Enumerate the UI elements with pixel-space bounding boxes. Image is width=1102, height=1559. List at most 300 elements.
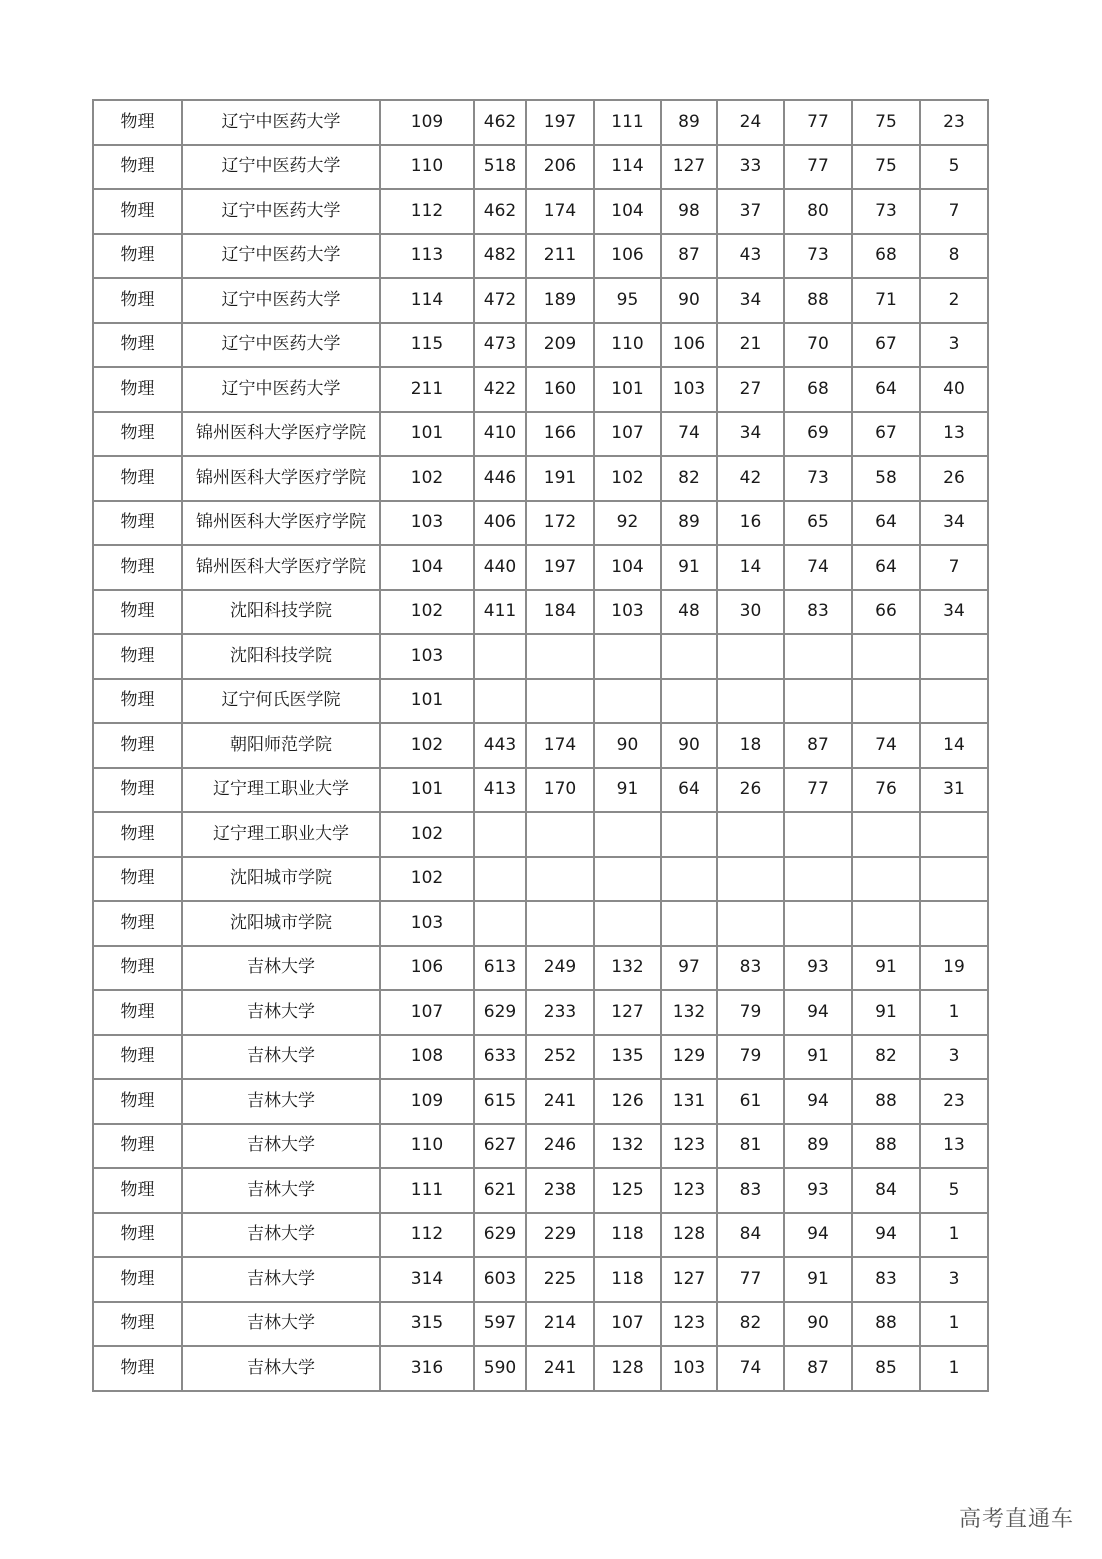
score-cell-3: 114 [594, 145, 661, 190]
score-cell-5: 33 [717, 145, 784, 190]
score-cell-7: 75 [852, 100, 920, 145]
score-cell-7: 94 [852, 1213, 920, 1258]
score-cell-4: 106 [661, 323, 717, 368]
group-code-cell: 112 [380, 189, 474, 234]
score-cell-2: 241 [526, 1346, 594, 1391]
table-row [93, 723, 988, 768]
table-row [93, 1257, 988, 1302]
school-cell: 辽宁中医药大学 [182, 189, 380, 234]
score-cell-3: 92 [594, 501, 661, 546]
score-cell-4 [661, 812, 717, 857]
score-cell-2 [526, 812, 594, 857]
score-cell-4 [661, 634, 717, 679]
table-row [93, 145, 988, 190]
school-cell: 辽宁中医药大学 [182, 145, 380, 190]
score-cell-3: 128 [594, 1346, 661, 1391]
group-code-cell: 111 [380, 1168, 474, 1213]
score-cell-6: 94 [784, 990, 852, 1035]
score-cell-7: 68 [852, 234, 920, 279]
score-cell-3: 118 [594, 1213, 661, 1258]
group-code-cell: 110 [380, 145, 474, 190]
score-cell-2: 209 [526, 323, 594, 368]
subject-cell: 物理 [93, 901, 182, 946]
score-cell-7 [852, 901, 920, 946]
score-cell-2: 174 [526, 189, 594, 234]
score-cell-7: 64 [852, 501, 920, 546]
subject-cell: 物理 [93, 990, 182, 1035]
score-cell-1: 406 [474, 501, 526, 546]
score-cell-8: 1 [920, 1302, 988, 1347]
group-code-cell: 104 [380, 545, 474, 590]
table-row [93, 545, 988, 590]
score-cell-1: 613 [474, 946, 526, 991]
score-cell-7: 71 [852, 278, 920, 323]
group-code-cell: 109 [380, 100, 474, 145]
subject-cell: 物理 [93, 768, 182, 813]
score-cell-5: 79 [717, 990, 784, 1035]
school-cell: 吉林大学 [182, 1346, 380, 1391]
score-cell-7: 88 [852, 1124, 920, 1169]
school-cell: 辽宁理工职业大学 [182, 768, 380, 813]
score-cell-5: 24 [717, 100, 784, 145]
score-cell-1 [474, 812, 526, 857]
score-cell-5: 18 [717, 723, 784, 768]
score-cell-7: 82 [852, 1035, 920, 1080]
score-cell-7: 84 [852, 1168, 920, 1213]
score-cell-1: 473 [474, 323, 526, 368]
table-row [93, 456, 988, 501]
score-cell-7 [852, 679, 920, 724]
table-body [93, 100, 988, 1391]
score-cell-2: 229 [526, 1213, 594, 1258]
score-cell-2: 246 [526, 1124, 594, 1169]
subject-cell: 物理 [93, 679, 182, 724]
group-code-cell: 102 [380, 590, 474, 635]
score-cell-3: 127 [594, 990, 661, 1035]
score-cell-1: 629 [474, 990, 526, 1035]
group-code-cell: 113 [380, 234, 474, 279]
table-row [93, 323, 988, 368]
score-cell-8: 8 [920, 234, 988, 279]
score-cell-6: 65 [784, 501, 852, 546]
score-cell-6 [784, 812, 852, 857]
school-cell: 吉林大学 [182, 990, 380, 1035]
table-row [93, 1124, 988, 1169]
score-cell-2: 241 [526, 1079, 594, 1124]
score-cell-8: 3 [920, 1035, 988, 1080]
school-cell: 沈阳科技学院 [182, 590, 380, 635]
school-cell: 辽宁中医药大学 [182, 278, 380, 323]
score-cell-2: 166 [526, 412, 594, 457]
table-row [93, 412, 988, 457]
score-cell-3: 95 [594, 278, 661, 323]
score-cell-1: 597 [474, 1302, 526, 1347]
score-cell-1: 422 [474, 367, 526, 412]
group-code-cell: 103 [380, 901, 474, 946]
score-cell-4: 48 [661, 590, 717, 635]
score-cell-2: 197 [526, 100, 594, 145]
score-cell-1: 413 [474, 768, 526, 813]
group-code-cell: 315 [380, 1302, 474, 1347]
score-cell-3: 101 [594, 367, 661, 412]
score-cell-1 [474, 857, 526, 902]
score-cell-4: 87 [661, 234, 717, 279]
score-cell-4: 90 [661, 278, 717, 323]
score-cell-3: 91 [594, 768, 661, 813]
score-cell-6: 93 [784, 946, 852, 991]
table-row [93, 634, 988, 679]
subject-cell: 物理 [93, 1257, 182, 1302]
group-code-cell: 103 [380, 634, 474, 679]
score-cell-1: 411 [474, 590, 526, 635]
score-cell-5 [717, 679, 784, 724]
school-cell: 锦州医科大学医疗学院 [182, 456, 380, 501]
school-cell: 沈阳城市学院 [182, 857, 380, 902]
score-cell-7: 91 [852, 946, 920, 991]
school-cell: 沈阳科技学院 [182, 634, 380, 679]
score-cell-5: 34 [717, 412, 784, 457]
score-cell-7 [852, 857, 920, 902]
score-cell-1: 633 [474, 1035, 526, 1080]
score-cell-2 [526, 857, 594, 902]
score-cell-3: 104 [594, 545, 661, 590]
score-cell-5: 81 [717, 1124, 784, 1169]
score-cell-3 [594, 679, 661, 724]
table-row [93, 857, 988, 902]
score-cell-7: 74 [852, 723, 920, 768]
subject-cell: 物理 [93, 145, 182, 190]
score-cell-8: 7 [920, 189, 988, 234]
score-cell-1: 621 [474, 1168, 526, 1213]
score-cell-7: 88 [852, 1302, 920, 1347]
score-cell-5: 42 [717, 456, 784, 501]
score-cell-6: 73 [784, 234, 852, 279]
score-cell-2: 206 [526, 145, 594, 190]
score-cell-6: 80 [784, 189, 852, 234]
score-cell-1: 410 [474, 412, 526, 457]
subject-cell: 物理 [93, 1035, 182, 1080]
school-cell: 辽宁中医药大学 [182, 367, 380, 412]
score-cell-1: 615 [474, 1079, 526, 1124]
table-row [93, 501, 988, 546]
score-cell-5: 30 [717, 590, 784, 635]
score-cell-5: 43 [717, 234, 784, 279]
score-cell-8: 3 [920, 323, 988, 368]
watermark-text: 高考直通车 [958, 1507, 1074, 1532]
score-cell-6: 91 [784, 1035, 852, 1080]
subject-cell: 物理 [93, 367, 182, 412]
score-cell-7: 58 [852, 456, 920, 501]
score-cell-1: 482 [474, 234, 526, 279]
score-cell-4: 123 [661, 1124, 717, 1169]
score-cell-5: 83 [717, 946, 784, 991]
score-cell-3: 111 [594, 100, 661, 145]
score-cell-3 [594, 634, 661, 679]
score-cell-6: 69 [784, 412, 852, 457]
score-cell-7: 75 [852, 145, 920, 190]
group-code-cell: 101 [380, 679, 474, 724]
table-row [93, 990, 988, 1035]
score-cell-8: 5 [920, 145, 988, 190]
score-cell-1: 446 [474, 456, 526, 501]
table-row [93, 234, 988, 279]
score-cell-5: 26 [717, 768, 784, 813]
score-cell-1: 443 [474, 723, 526, 768]
score-cell-5: 16 [717, 501, 784, 546]
table-row [93, 1079, 988, 1124]
score-cell-4: 129 [661, 1035, 717, 1080]
score-cell-7: 85 [852, 1346, 920, 1391]
score-cell-8: 14 [920, 723, 988, 768]
score-cell-6: 94 [784, 1213, 852, 1258]
score-cell-8: 34 [920, 501, 988, 546]
score-cell-5 [717, 634, 784, 679]
score-cell-6 [784, 679, 852, 724]
group-code-cell: 102 [380, 456, 474, 501]
score-cell-8: 1 [920, 1213, 988, 1258]
score-cell-6: 77 [784, 100, 852, 145]
score-cell-4: 91 [661, 545, 717, 590]
score-cell-7: 66 [852, 590, 920, 635]
score-cell-1 [474, 634, 526, 679]
score-cell-4: 103 [661, 367, 717, 412]
score-cell-8 [920, 634, 988, 679]
score-cell-8: 3 [920, 1257, 988, 1302]
score-cell-6: 83 [784, 590, 852, 635]
school-cell: 吉林大学 [182, 1168, 380, 1213]
score-cell-6: 87 [784, 1346, 852, 1391]
table-row [93, 278, 988, 323]
subject-cell: 物理 [93, 1346, 182, 1391]
score-cell-3: 110 [594, 323, 661, 368]
score-cell-2: 174 [526, 723, 594, 768]
score-cell-5 [717, 901, 784, 946]
score-cell-2: 249 [526, 946, 594, 991]
score-cell-3 [594, 901, 661, 946]
subject-cell: 物理 [93, 278, 182, 323]
score-cell-6 [784, 901, 852, 946]
school-cell: 锦州医科大学医疗学院 [182, 501, 380, 546]
table-row [93, 1168, 988, 1213]
table-row [93, 189, 988, 234]
score-cell-3: 132 [594, 1124, 661, 1169]
school-cell: 吉林大学 [182, 1079, 380, 1124]
score-cell-5: 14 [717, 545, 784, 590]
score-cell-5: 82 [717, 1302, 784, 1347]
subject-cell: 物理 [93, 946, 182, 991]
group-code-cell: 109 [380, 1079, 474, 1124]
score-cell-3: 102 [594, 456, 661, 501]
score-cell-6: 68 [784, 367, 852, 412]
subject-cell: 物理 [93, 1213, 182, 1258]
score-cell-1: 590 [474, 1346, 526, 1391]
score-cell-3: 104 [594, 189, 661, 234]
school-cell: 辽宁理工职业大学 [182, 812, 380, 857]
score-cell-7: 67 [852, 412, 920, 457]
score-cell-7: 83 [852, 1257, 920, 1302]
score-cell-5: 37 [717, 189, 784, 234]
score-cell-8: 40 [920, 367, 988, 412]
score-cell-5: 21 [717, 323, 784, 368]
score-cell-4: 82 [661, 456, 717, 501]
score-cell-6 [784, 634, 852, 679]
subject-cell: 物理 [93, 501, 182, 546]
score-cell-2: 170 [526, 768, 594, 813]
score-cell-4: 128 [661, 1213, 717, 1258]
score-cell-1 [474, 679, 526, 724]
score-cell-3: 125 [594, 1168, 661, 1213]
score-cell-4: 98 [661, 189, 717, 234]
score-cell-4: 123 [661, 1302, 717, 1347]
score-cell-6: 91 [784, 1257, 852, 1302]
score-cell-2: 252 [526, 1035, 594, 1080]
subject-cell: 物理 [93, 1302, 182, 1347]
score-cell-6: 93 [784, 1168, 852, 1213]
score-cell-3: 107 [594, 412, 661, 457]
table-row [93, 100, 988, 145]
score-cell-5: 34 [717, 278, 784, 323]
score-cell-2: 160 [526, 367, 594, 412]
score-cell-5: 83 [717, 1168, 784, 1213]
score-cell-6: 77 [784, 145, 852, 190]
school-cell: 吉林大学 [182, 946, 380, 991]
score-cell-6: 88 [784, 278, 852, 323]
score-cell-8: 31 [920, 768, 988, 813]
score-cell-1: 462 [474, 189, 526, 234]
school-cell: 吉林大学 [182, 1213, 380, 1258]
group-code-cell: 102 [380, 857, 474, 902]
school-cell: 辽宁中医药大学 [182, 234, 380, 279]
table-row [93, 1302, 988, 1347]
score-cell-7 [852, 812, 920, 857]
score-cell-1: 627 [474, 1124, 526, 1169]
table-row [93, 590, 988, 635]
table-row [93, 812, 988, 857]
score-cell-2: 184 [526, 590, 594, 635]
table-row [93, 1346, 988, 1391]
score-cell-5: 27 [717, 367, 784, 412]
score-cell-4: 89 [661, 100, 717, 145]
score-cell-4: 90 [661, 723, 717, 768]
table-row [93, 1213, 988, 1258]
score-cell-4: 132 [661, 990, 717, 1035]
subject-cell: 物理 [93, 634, 182, 679]
score-cell-6: 70 [784, 323, 852, 368]
score-cell-7: 64 [852, 367, 920, 412]
score-cell-8: 1 [920, 1346, 988, 1391]
school-cell: 辽宁中医药大学 [182, 323, 380, 368]
score-cell-4: 89 [661, 501, 717, 546]
score-cell-1: 603 [474, 1257, 526, 1302]
group-code-cell: 108 [380, 1035, 474, 1080]
score-cell-4: 127 [661, 1257, 717, 1302]
score-cell-2 [526, 679, 594, 724]
group-code-cell: 103 [380, 501, 474, 546]
score-cell-8: 13 [920, 412, 988, 457]
score-cell-5: 84 [717, 1213, 784, 1258]
score-cell-4: 131 [661, 1079, 717, 1124]
score-cell-1: 440 [474, 545, 526, 590]
score-cell-8: 19 [920, 946, 988, 991]
subject-cell: 物理 [93, 456, 182, 501]
score-cell-3: 132 [594, 946, 661, 991]
school-cell: 吉林大学 [182, 1302, 380, 1347]
score-cell-7: 64 [852, 545, 920, 590]
score-cell-5: 77 [717, 1257, 784, 1302]
school-cell: 锦州医科大学医疗学院 [182, 412, 380, 457]
score-cell-3: 126 [594, 1079, 661, 1124]
school-cell: 吉林大学 [182, 1124, 380, 1169]
group-code-cell: 110 [380, 1124, 474, 1169]
score-cell-8: 5 [920, 1168, 988, 1213]
score-cell-4: 64 [661, 768, 717, 813]
score-cell-6: 87 [784, 723, 852, 768]
school-cell: 辽宁何氏医学院 [182, 679, 380, 724]
score-cell-8 [920, 679, 988, 724]
subject-cell: 物理 [93, 812, 182, 857]
score-cell-6: 89 [784, 1124, 852, 1169]
subject-cell: 物理 [93, 1168, 182, 1213]
subject-cell: 物理 [93, 590, 182, 635]
score-cell-6: 90 [784, 1302, 852, 1347]
score-cell-4: 123 [661, 1168, 717, 1213]
score-cell-8: 34 [920, 590, 988, 635]
score-cell-8 [920, 901, 988, 946]
score-cell-7: 67 [852, 323, 920, 368]
score-cell-3: 106 [594, 234, 661, 279]
score-cell-4: 127 [661, 145, 717, 190]
score-cell-6: 77 [784, 768, 852, 813]
score-cell-8: 13 [920, 1124, 988, 1169]
score-cell-2: 214 [526, 1302, 594, 1347]
score-cell-2: 225 [526, 1257, 594, 1302]
subject-cell: 物理 [93, 412, 182, 457]
admission-score-table [92, 99, 989, 1392]
score-cell-2: 189 [526, 278, 594, 323]
group-code-cell: 101 [380, 412, 474, 457]
group-code-cell: 314 [380, 1257, 474, 1302]
score-cell-2 [526, 634, 594, 679]
score-cell-3 [594, 857, 661, 902]
score-cell-1: 472 [474, 278, 526, 323]
group-code-cell: 101 [380, 768, 474, 813]
score-cell-7 [852, 634, 920, 679]
group-code-cell: 112 [380, 1213, 474, 1258]
group-code-cell: 115 [380, 323, 474, 368]
score-cell-5: 61 [717, 1079, 784, 1124]
school-cell: 辽宁中医药大学 [182, 100, 380, 145]
score-cell-6: 73 [784, 456, 852, 501]
score-cell-2 [526, 901, 594, 946]
score-cell-3: 135 [594, 1035, 661, 1080]
score-cell-2: 238 [526, 1168, 594, 1213]
score-cell-6: 74 [784, 545, 852, 590]
score-cell-7: 76 [852, 768, 920, 813]
score-cell-1 [474, 901, 526, 946]
score-cell-8: 2 [920, 278, 988, 323]
score-cell-3: 118 [594, 1257, 661, 1302]
score-cell-4: 97 [661, 946, 717, 991]
score-cell-3: 90 [594, 723, 661, 768]
subject-cell: 物理 [93, 545, 182, 590]
score-cell-2: 233 [526, 990, 594, 1035]
school-cell: 沈阳城市学院 [182, 901, 380, 946]
score-cell-1: 629 [474, 1213, 526, 1258]
subject-cell: 物理 [93, 189, 182, 234]
school-cell: 锦州医科大学医疗学院 [182, 545, 380, 590]
group-code-cell: 102 [380, 723, 474, 768]
group-code-cell: 211 [380, 367, 474, 412]
